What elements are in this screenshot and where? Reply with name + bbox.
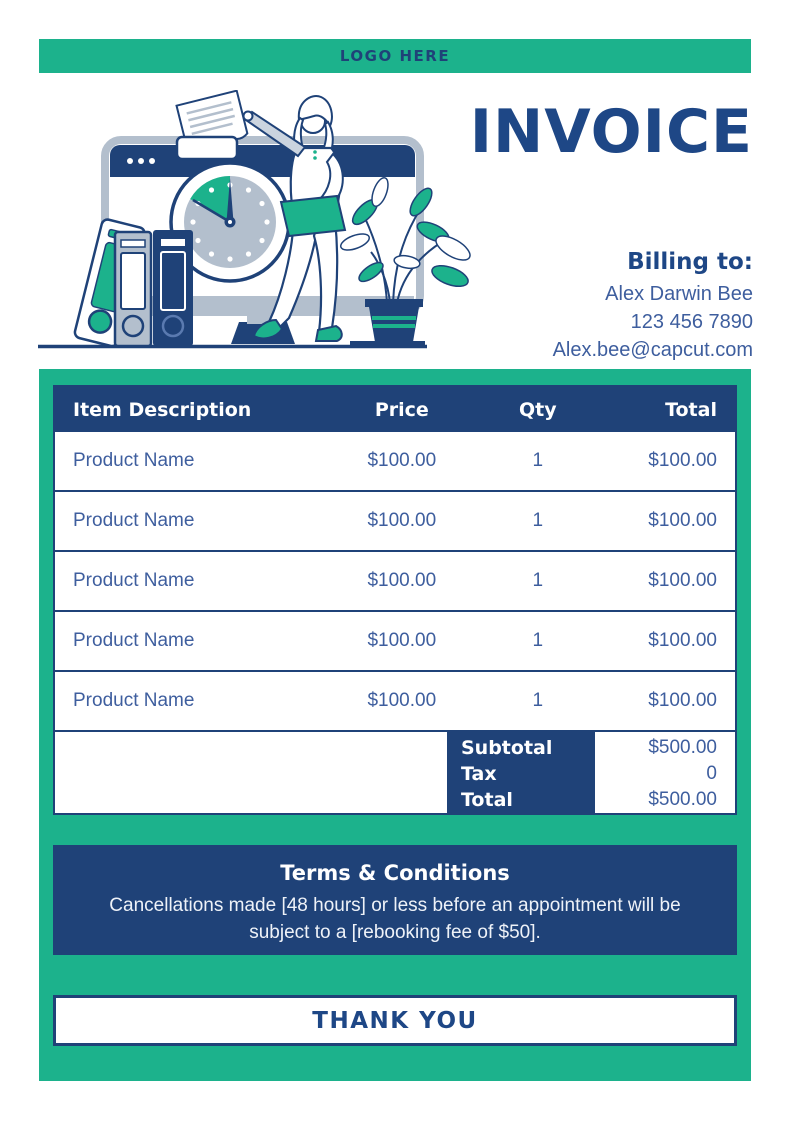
cell-total: $100.00 <box>648 450 717 471</box>
cell-price: $100.00 <box>367 570 437 591</box>
cell-qty: 1 <box>532 450 544 471</box>
cell-description: Product Name <box>73 570 195 591</box>
binders-icon <box>74 218 193 347</box>
table-row <box>55 492 735 552</box>
cell-qty: 1 <box>532 690 544 711</box>
cell-price: $100.00 <box>367 630 437 651</box>
receipt-printer-icon <box>177 91 249 159</box>
billing-heading: Billing to: <box>627 249 753 275</box>
table-row <box>55 612 735 672</box>
header-item-description: Item Description <box>73 398 252 421</box>
subtotal-value: $500.00 <box>648 737 717 758</box>
cell-price: $100.00 <box>367 690 437 711</box>
cell-description: Product Name <box>73 690 195 711</box>
tax-value: 0 <box>706 763 717 784</box>
totals-section <box>55 732 735 813</box>
items-table <box>53 385 737 815</box>
table-header-row <box>55 387 735 432</box>
cell-qty: 1 <box>532 510 544 531</box>
table-row <box>55 552 735 612</box>
header-qty: Qty <box>518 398 557 421</box>
cell-qty: 1 <box>532 570 544 591</box>
terms-body: Cancellations made [48 hours] or less before an appointment will be subject to a [rebooking fee of $50]. <box>109 895 681 943</box>
header-price: Price <box>374 398 429 421</box>
totals-labels <box>447 732 595 813</box>
billing-phone: 123 456 7890 <box>630 311 753 333</box>
invoice-body-panel <box>39 369 751 1081</box>
table-row <box>55 432 735 492</box>
cell-qty: 1 <box>532 630 544 651</box>
terms-heading: Terms & Conditions <box>280 861 510 885</box>
cell-description: Product Name <box>73 630 195 651</box>
billing-email: Alex.bee@capcut.com <box>552 339 753 361</box>
subtotal-label: Subtotal <box>461 737 553 759</box>
cell-description: Product Name <box>73 450 195 471</box>
tax-label: Tax <box>461 763 497 785</box>
header-total: Total <box>665 398 717 421</box>
cell-total: $100.00 <box>648 690 717 711</box>
total-label: Total <box>461 789 513 811</box>
thank-you-box <box>53 995 737 1046</box>
table-row <box>55 672 735 732</box>
cell-price: $100.00 <box>367 450 437 471</box>
totals-spacer <box>55 732 447 813</box>
billing-name: Alex Darwin Bee <box>605 283 753 305</box>
logo-bar <box>39 39 751 73</box>
billing-block <box>553 249 753 364</box>
cell-description: Product Name <box>73 510 195 531</box>
invoice-illustration <box>35 90 475 352</box>
logo-text: LOGO HERE <box>339 47 451 65</box>
cell-total: $100.00 <box>648 630 717 651</box>
total-value: $500.00 <box>648 789 717 810</box>
page-title: INVOICE <box>469 97 753 167</box>
terms-box <box>53 845 737 955</box>
cell-total: $100.00 <box>648 570 717 591</box>
cell-total: $100.00 <box>648 510 717 531</box>
totals-values <box>595 732 735 813</box>
cell-price: $100.00 <box>367 510 437 531</box>
thank-you-text: THANK YOU <box>312 1007 478 1034</box>
